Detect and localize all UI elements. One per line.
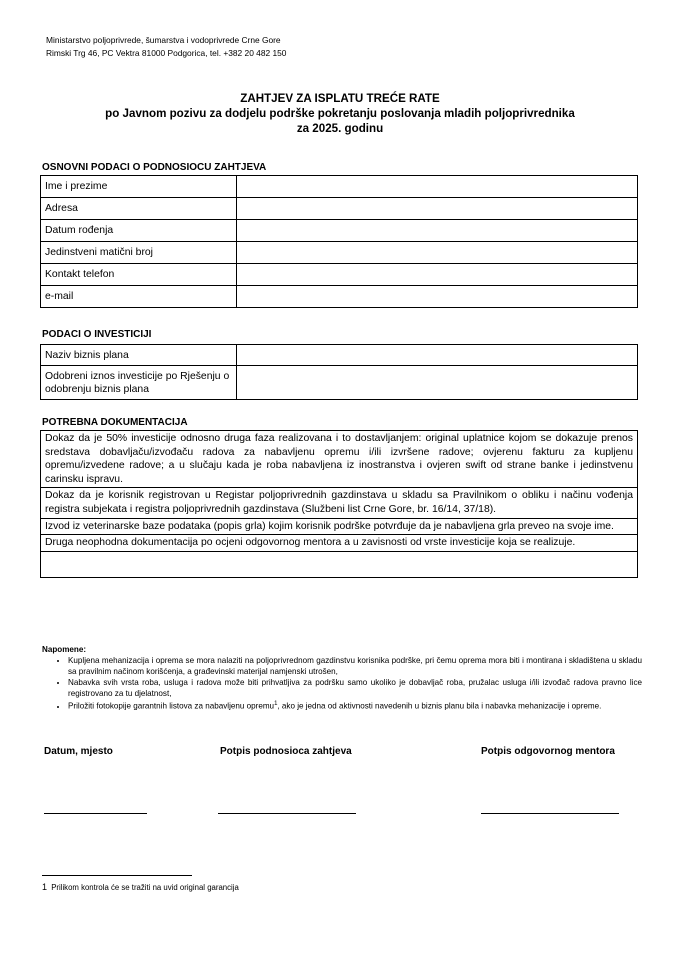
notes-list: [42, 655, 642, 712]
note-text: Priložiti fotokopije garantnih listova za nabavljenu opremu: [68, 701, 275, 711]
applicant-table: [40, 175, 638, 308]
notes-heading: Napomene:: [42, 645, 87, 654]
note-item: [68, 699, 642, 712]
applicant-label-name: Ime i prezime: [41, 176, 237, 198]
mentor-signature-label: Potpis odgovornog mentora: [481, 746, 615, 757]
document-title: [40, 91, 640, 136]
applicant-field-address[interactable]: [237, 198, 638, 220]
investment-field-plan-name[interactable]: [237, 345, 638, 366]
investment-label-plan-name: Naziv biznis plana: [41, 345, 237, 366]
investment-field-approved-amount[interactable]: [237, 366, 638, 400]
note-item: • Kupljena mehanizacija i oprema se mora nalaziti na poljoprivrednom gazdinstvu korisnika podrške, pri čemu oprema mora biti i montirana i skladištena u skladu sa pravilnim načinom korišćenja, a građevinski materijal namjenski utrošen,: [68, 655, 642, 677]
investment-table: [40, 344, 638, 400]
applicant-label-email: e-mail: [41, 286, 237, 308]
mentor-signature-line[interactable]: [481, 813, 619, 814]
applicant-field-email[interactable]: [237, 286, 638, 308]
documentation-table: [40, 430, 638, 578]
applicant-field-id-number[interactable]: [237, 242, 638, 264]
notes-block: [42, 644, 642, 712]
note-text: , ako je jedna od aktivnosti navedenih u biznis planu bila i nabavka mehanizacije i opreme.: [277, 701, 602, 711]
documentation-item: Dokaz da je korisnik registrovan u Registar poljoprivrednih gazdinstava u skladu sa Pravilnikom o obliku i načinu vođenja registra subjekata i registra poljoprivrednih gazdinstava (Službeni list Crne Gore, br. 16/14, 37/18).: [41, 488, 638, 518]
title-line-3: za 2025. godinu: [296, 122, 384, 135]
applicant-signature-label: Potpis podnosioca zahtjeva: [220, 746, 352, 757]
documentation-item: Izvod iz veterinarske baze podataka (popis grla) kojim korisnik podrške potvrđuje da je nabavljena grla preveo na svoje ime.: [41, 518, 638, 535]
title-line-1: ZAHTJEV ZA ISPLATU TREĆE RATE: [240, 92, 440, 105]
applicant-label-phone: Kontakt telefon: [41, 264, 237, 286]
ministry-header: [46, 34, 286, 60]
footnote: [42, 882, 239, 892]
applicant-field-birthdate[interactable]: [237, 220, 638, 242]
footnote-divider: [42, 875, 192, 876]
note-item: • Nabavka svih vrsta roba, usluga i radova može biti prihvatljiva za podršku samo ukoliko je dobavljač roba, pružalac usluga i/ili izvođač radova pravno lice registrovano za tu djelatnost,: [68, 677, 642, 699]
documentation-item-empty[interactable]: [41, 551, 638, 577]
applicant-label-birthdate: Datum rođenja: [41, 220, 237, 242]
applicant-label-address: Adresa: [41, 198, 237, 220]
investment-label-approved-amount: Odobreni iznos investicije po Rješenju o odobrenju biznis plana: [41, 366, 237, 400]
documentation-item: Druga neophodna dokumentacija po ocjeni odgovornog mentora a u zavisnosti od vrste investicije koja se realizuje.: [41, 535, 638, 552]
ministry-name: Ministarstvo poljoprivrede, šumarstva i vodoprivrede Crne Gore: [46, 35, 281, 45]
applicant-signature-line[interactable]: [218, 813, 356, 814]
applicant-section-heading: OSNOVNI PODACI O PODNOSIOCU ZAHTJEVA: [42, 162, 267, 173]
footnote-reference[interactable]: 1: [274, 701, 278, 707]
date-place-label: Datum, mjesto: [44, 746, 113, 757]
applicant-label-id-number: Jedinstveni matični broj: [41, 242, 237, 264]
applicant-field-phone[interactable]: [237, 264, 638, 286]
documentation-item: Dokaz da je 50% investicije odnosno druga faza realizovana i to dostavljanjem: original uplatnice kojom se dokazuje prenos sredstava dobavljaču/izvođaču radova za nabavljenu opremu i/ili izvršene radove; ovjerenu fakturu za kupljenu opremu/izvedene radove; a u slučaju kada je roba nabavljena iz inostranstva i ovjeren swift od strane banke i jedinstvenu carinsku ispravu.: [41, 431, 638, 488]
investment-section-heading: PODACI O INVESTICIJI: [42, 329, 152, 340]
footnote-number: 1: [42, 882, 48, 892]
documentation-section-heading: POTREBNA DOKUMENTACIJA: [42, 417, 188, 428]
footnote-text: Prilikom kontrola će se tražiti na uvid original garancija: [51, 883, 239, 892]
title-line-2: po Javnom pozivu za dodjelu podrške pokretanju poslovanja mladih poljoprivrednika: [105, 107, 575, 120]
date-place-line[interactable]: [44, 813, 147, 814]
ministry-address: Rimski Trg 46, PC Vektra 81000 Podgorica, tel. +382 20 482 150: [46, 48, 287, 58]
applicant-field-name[interactable]: [237, 176, 638, 198]
